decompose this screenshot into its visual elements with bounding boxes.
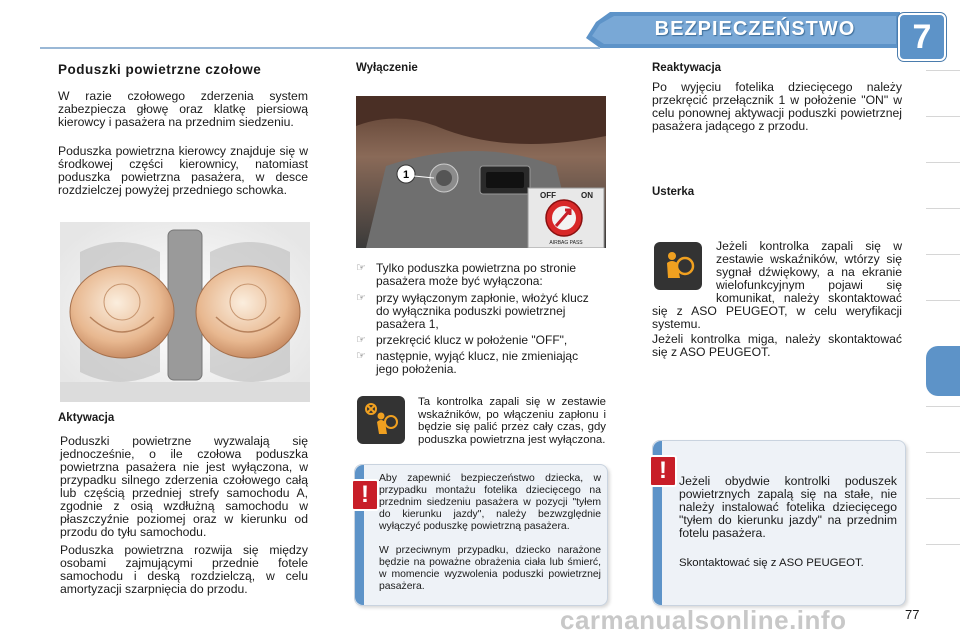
activation-paragraph-1: Poduszki powietrzne wyzwalają się jednocześnie, o ile czołowa poduszka powietrzna pasażera nie jest wyłączona, w przypadku silnego zderzenia czołowego całą lub częścią przedniej strefy samochodu A, zgodnie z osią wzdłużną samochodu w płaszczyźnie poziomej oraz w kierunku od przodu do tyłu samochodu. (60, 434, 308, 539)
reactivation-paragraph: Po wyjęciu fotelika dziecięcego należy przekręcić przełącznik 1 w położenie "ON" w celu ponownej aktywacji poduszki powietrznej pasażera jadącego z przodu. (652, 80, 902, 133)
arrow-bullet-icon: ☞ (356, 350, 366, 362)
list-item: ☞ Tylko poduszka powietrzna po stronie pasażera może być wyłączona: (356, 261, 577, 288)
chapter-tab[interactable] (926, 406, 960, 441)
list-item: ☞ przy wyłączonym zapłonie, włożyć klucz do wyłącznika poduszki powietrznej pasażera 1, (356, 291, 589, 331)
fault-paragraph-1: Jeżeli kontrolka zapali się w zestawie wskaźników, wtórzy się sygnał dźwiękowy, a na ekranie wielofunkcyjnym pojawi się komunikat, należy skontaktować się z ASO PEUGEOT, w celu weryfikacji systemu. (652, 239, 902, 331)
chapter-tab-active[interactable] (926, 346, 960, 396)
lamp-description: Ta kontrolka zapali się w zestawie wskaźników, po włączeniu zapłonu i będzie się palić przez cały czas, gdy poduszka powietrzna jest wyłączona. (418, 396, 606, 446)
warning-paragraph-2: W przeciwnym przypadku, dziecko narażone będzie na poważne obrażenia ciała lub śmierć, w momencie wyzwolenia poduszki powietrznej pasażera. (379, 545, 601, 592)
list-item: ☞ następnie, wyjąć klucz, nie zmieniając jego położenia. (356, 349, 579, 376)
deactivation-title: Wyłączenie (356, 62, 418, 74)
chapter-tab[interactable] (926, 70, 960, 105)
warning-exclamation-icon: ! (649, 455, 677, 487)
arrow-bullet-icon: ☞ (356, 262, 366, 274)
chapter-tab[interactable] (926, 116, 960, 151)
arrow-bullet-icon: ☞ (356, 334, 366, 346)
child-seat-warning-box (354, 464, 608, 606)
intro-paragraph: W razie czołowego zderzenia system zabezpiecza głowę oraz klatkę piersiową kierowcy i pasażera na przednim siedzeniu. (58, 89, 308, 129)
chapter-tab[interactable] (926, 208, 960, 243)
warning-paragraph-1: Aby zapewnić bezpieczeństwo dziecka, w przypadku montażu fotelika dziecięcego na przednim siedzeniu pasażera w pozycji "tyłem do kierunku jazdy", należy bezwzględnie wyłączyć poduszkę powietrzną pasażera. (379, 473, 601, 532)
chapter-number-badge: 7 (898, 13, 946, 61)
warning-exclamation-icon: ! (351, 479, 379, 511)
page-number: 77 (905, 607, 920, 622)
airbag-deployed-illustration (60, 222, 310, 402)
chapter-tab[interactable] (926, 254, 960, 289)
activation-title: Aktywacja (58, 412, 115, 424)
chapter-tab[interactable] (926, 162, 960, 197)
warning-paragraph-1: Jeżeli obydwie kontrolki poduszek powietrznych zapalą się na stałe, nie należy instalować fotelika dziecięcego "tyłem do kierunku jazdy" na przednim fotelu pasażera. (679, 474, 897, 540)
activation-paragraph-2: Poduszka powietrzna rozwija się między osobami zajmującymi przednie fotele samochodu i deską rozdzielczą, w celu amortyzacji szarpnięcia do przodu. (60, 543, 308, 596)
arrow-bullet-icon: ☞ (356, 292, 366, 304)
airbag-off-lamp-icon (357, 396, 405, 444)
reactivation-title: Reaktywacja (652, 62, 722, 74)
section-title: Poduszki powietrzne czołowe (58, 62, 262, 77)
key-number-label: 1 (402, 169, 410, 181)
chapter-tabs (926, 70, 960, 610)
fault-title: Usterka (652, 186, 695, 198)
chapter-tab[interactable] (926, 544, 960, 579)
fault-paragraph-2: Jeżeli kontrolka miga, należy skontaktować się z ASO PEUGEOT. (652, 332, 902, 359)
airbag-switch-photo (356, 96, 606, 248)
chapter-tab[interactable] (926, 452, 960, 487)
on-label: ON (581, 191, 593, 200)
watermark: carmanualsonline.info (560, 605, 847, 635)
chapter-tab[interactable] (926, 300, 960, 335)
airbag-badge-label: AIRBAG PASS (549, 240, 583, 246)
page-section-title: BEZPIECZEŃSTWO (654, 18, 856, 40)
list-item: ☞ przekręcić klucz w położenie "OFF", (356, 333, 568, 347)
warning-paragraph-2: Skontaktować się z ASO PEUGEOT. (679, 557, 864, 569)
chapter-tab[interactable] (926, 498, 960, 533)
location-paragraph: Poduszka powietrzna kierowcy znajduje się w środkowej części kierownicy, natomiast poduszka powietrzna pasażera, w desce rozdzielczej powyżej przedniego schowka. (58, 144, 308, 197)
both-lamps-warning-box (652, 440, 906, 606)
off-label: OFF (540, 191, 556, 200)
